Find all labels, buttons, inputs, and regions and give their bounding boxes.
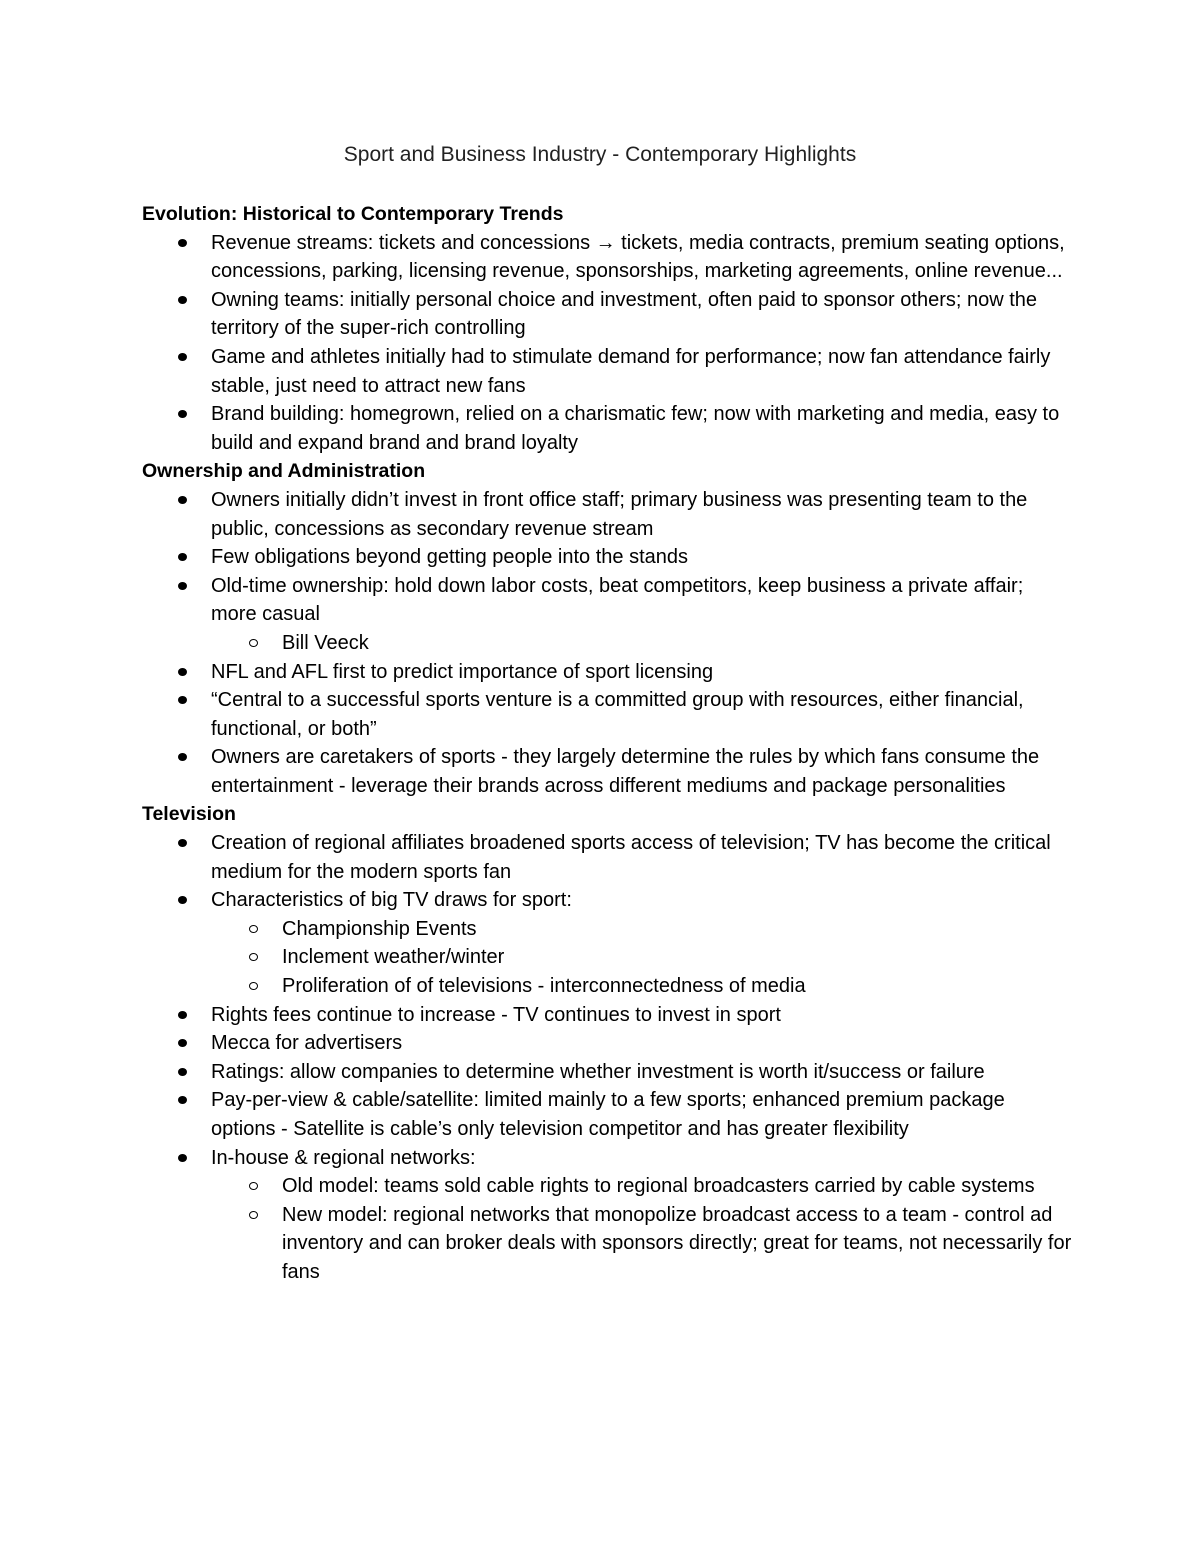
sub-list-container (142, 629, 1072, 658)
list-item (142, 743, 1072, 800)
sub-list-item-text: New model: regional networks that monopolize broadcast access to a team - control ad inventory and can broker deals with sponsors directly; great for teams, not necessarily for fans (282, 1203, 1072, 1283)
hollow-circle-icon (249, 925, 258, 933)
bullet-dot-icon (178, 668, 187, 676)
list-item-text: In-house & regional networks: (211, 1146, 476, 1169)
sub-bullet-list (142, 1172, 1072, 1286)
sub-list-item (142, 972, 1072, 1001)
sub-list-item (142, 1201, 1072, 1287)
bullet-dot-icon (178, 582, 187, 590)
bullet-list (142, 829, 1072, 1287)
list-item-text: Owners initially didn’t invest in front office staff; primary business was presenting team to the public, concessions as secondary revenue stream (211, 488, 1028, 540)
document-body (142, 200, 1072, 1287)
bullet-dot-icon (178, 1039, 187, 1047)
bullet-dot-icon (178, 696, 187, 704)
list-item (142, 829, 1072, 886)
list-item (142, 1001, 1072, 1030)
list-item (142, 229, 1072, 286)
bullet-dot-icon (178, 1068, 187, 1076)
bullet-dot-icon (178, 239, 187, 247)
list-item (142, 486, 1072, 543)
hollow-circle-icon (249, 1211, 258, 1219)
sub-list-item-text: Bill Veeck (282, 631, 369, 654)
list-item-text: NFL and AFL first to predict importance of sport licensing (211, 660, 714, 683)
document-title: Sport and Business Industry - Contemporary Highlights (343, 143, 857, 166)
sub-list-item-text: Inclement weather/winter (282, 946, 505, 969)
list-item (142, 1086, 1072, 1143)
bullet-dot-icon (178, 839, 187, 847)
bullet-dot-icon (178, 753, 187, 761)
list-item-text: Mecca for advertisers (211, 1032, 403, 1055)
section-heading: Evolution: Historical to Contemporary Trends (142, 203, 564, 225)
list-item-text: Creation of regional affiliates broadened sports access of television; TV has become the critical medium for the modern sports fan (211, 832, 1051, 883)
bullet-dot-icon (178, 1154, 187, 1162)
bullet-dot-icon (178, 553, 187, 561)
list-item-text: Revenue streams: tickets and concessions → tickets, media contracts, premium seating options, concessions, parking, licensing revenue, sponsorships, marketing agreements, online revenue... (211, 231, 1065, 283)
list-item-text: Pay-per-view & cable/satellite: limited mainly to a few sports; enhanced premium package options - Satellite is cable’s only television competitor and has greater flexibility (211, 1089, 1005, 1140)
sub-bullet-list (142, 629, 1072, 658)
list-item-text: “Central to a successful sports venture is a committed group with resources, either financial, functional, or both” (211, 689, 1024, 740)
list-item (142, 343, 1072, 400)
list-item (142, 543, 1072, 572)
list-item-text: Old-time ownership: hold down labor costs, beat competitors, keep business a private affair; more casual (211, 574, 1024, 626)
bullet-dot-icon (178, 296, 187, 304)
hollow-circle-icon (249, 982, 258, 990)
sub-list-item (142, 943, 1072, 972)
list-item (142, 572, 1072, 629)
sub-list-item-text: Proliferation of of televisions - interconnectedness of media (282, 975, 806, 998)
section-heading: Ownership and Administration (142, 460, 426, 483)
hollow-circle-icon (249, 1182, 258, 1190)
sub-list-item (142, 629, 1072, 658)
sub-list-item (142, 1172, 1072, 1201)
list-item-text: Rights fees continue to increase - TV continues to invest in sport (211, 1003, 781, 1026)
sub-bullet-list (142, 915, 1072, 1001)
list-item (142, 1029, 1072, 1058)
list-item (142, 1058, 1072, 1087)
bullet-dot-icon (178, 1011, 187, 1019)
list-item-text: Owning teams: initially personal choice and investment, often paid to sponsor others; now the territory of the super-rich controlling (211, 288, 1038, 340)
bullet-dot-icon (178, 1096, 187, 1104)
list-item-text: Owners are caretakers of sports - they largely determine the rules by which fans consume the entertainment - leverage their brands across different mediums and package personalities (211, 746, 1040, 797)
list-item-text: Ratings: allow companies to determine whether investment is worth it/success or failure (211, 1060, 985, 1083)
list-item (142, 658, 1072, 687)
list-item (142, 1144, 1072, 1173)
bullet-dot-icon (178, 896, 187, 904)
list-item (142, 886, 1072, 915)
list-item-text: Few obligations beyond getting people into the stands (211, 546, 689, 569)
bullet-dot-icon (178, 353, 187, 361)
sub-list-item-text: Championship Events (282, 917, 477, 940)
bullet-dot-icon (178, 410, 187, 418)
hollow-circle-icon (249, 953, 258, 961)
bullet-dot-icon (178, 496, 187, 504)
bullet-list (142, 229, 1072, 458)
sub-list-item-text: Old model: teams sold cable rights to regional broadcasters carried by cable systems (282, 1175, 1035, 1198)
section-heading: Television (142, 803, 236, 826)
list-item-text: Characteristics of big TV draws for sport: (211, 889, 572, 912)
sub-list-item (142, 915, 1072, 944)
list-item (142, 400, 1072, 457)
sub-list-container (142, 1172, 1072, 1286)
sub-list-container (142, 915, 1072, 1001)
hollow-circle-icon (249, 639, 258, 647)
bullet-list (142, 486, 1072, 801)
list-item (142, 286, 1072, 343)
list-item-text: Brand building: homegrown, relied on a charismatic few; now with marketing and media, easy to build and expand brand and brand loyalty (211, 403, 1060, 454)
list-item-text: Game and athletes initially had to stimulate demand for performance; now fan attendance fairly stable, just need to attract new fans (211, 345, 1051, 397)
list-item (142, 686, 1072, 743)
